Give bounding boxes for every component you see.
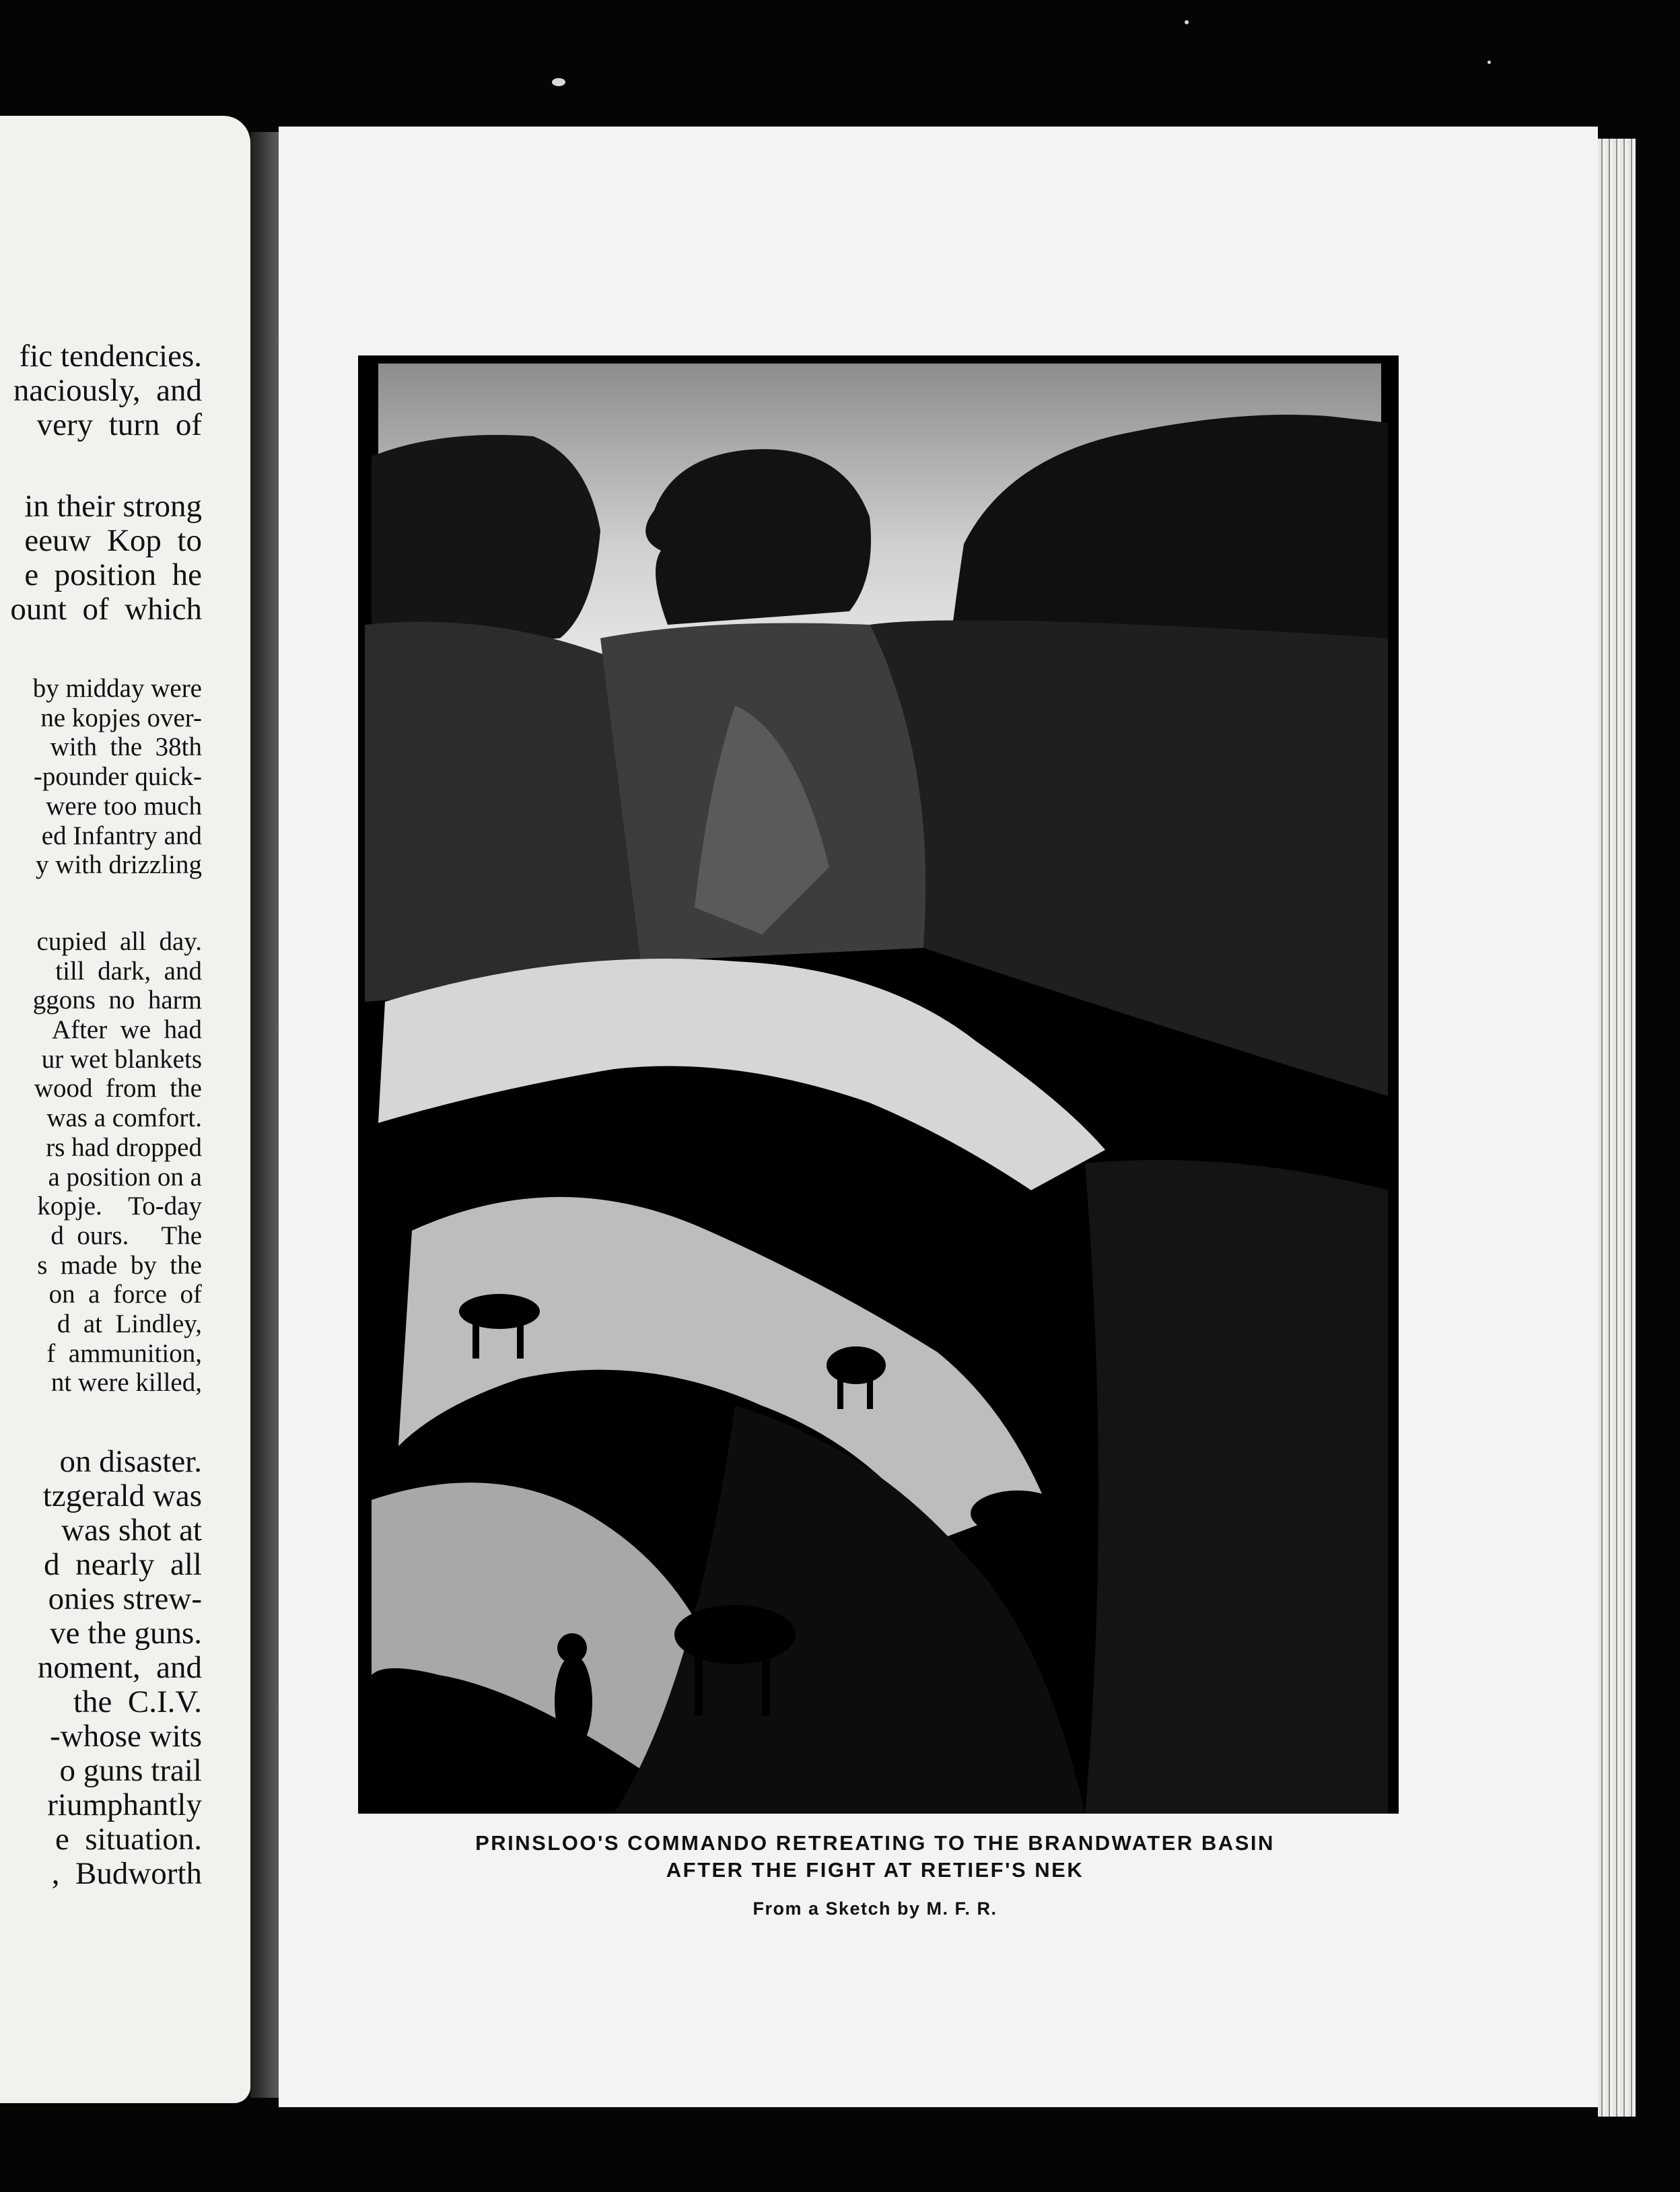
- text-line: a position on a: [48, 1162, 202, 1192]
- dust-speck: [552, 78, 565, 86]
- text-line: by midday were: [32, 674, 202, 703]
- text-line: on disaster.: [51, 1444, 202, 1480]
- text-line: -pounder quick-: [33, 762, 202, 792]
- text-line: d ours. The: [50, 1221, 202, 1250]
- left-page: [0, 116, 250, 2103]
- text-line: was a comfort.: [46, 1103, 202, 1133]
- text-line: onies strew-: [48, 1581, 202, 1617]
- left-crag: [372, 435, 600, 652]
- text-line: with the 38th: [37, 732, 202, 762]
- text-line: -whose wits: [50, 1719, 202, 1754]
- text-line: noment, and: [37, 1650, 202, 1686]
- text-line: were too much: [39, 791, 202, 821]
- text-line: ed Infantry and: [41, 821, 202, 850]
- text-line: After we had: [40, 1015, 202, 1045]
- page-edges: [1598, 139, 1636, 2117]
- text-line: ne kopjes over-: [40, 703, 202, 732]
- text-line: fic tendencies.: [19, 339, 202, 374]
- text-line: very turn of: [36, 407, 202, 442]
- center-crag: [645, 449, 871, 625]
- illustration-plate: [358, 355, 1399, 1814]
- plate-caption: [431, 1830, 1319, 1919]
- caption-line-1: PRINSLOO'S COMMANDO RETREATING TO THE BRANDWATER BASIN: [475, 1831, 1275, 1855]
- text-line: y with drizzling: [36, 850, 202, 880]
- text-line: the C.I.V.: [57, 1684, 202, 1720]
- text-line: d nearly all: [44, 1547, 202, 1583]
- text-line: nt were killed,: [50, 1368, 202, 1398]
- text-line: on a force of: [36, 1280, 202, 1309]
- text-line: wood from the: [34, 1074, 202, 1103]
- text-line: kopje. To-day: [37, 1192, 202, 1221]
- text-line: naciously, and: [13, 373, 202, 408]
- text-line: e position he: [24, 557, 202, 592]
- dust-speck: [1185, 20, 1189, 24]
- left-paragraph: [10, 339, 202, 442]
- left-cliff: [365, 622, 641, 1002]
- left-paragraph: [10, 674, 202, 880]
- text-line: riumphantly: [47, 1787, 202, 1823]
- text-line: cupied all day.: [36, 926, 202, 956]
- text-line: e situation.: [55, 1822, 202, 1857]
- mountain-pass-illustration: [358, 355, 1399, 1814]
- caption-credit: From a Sketch by M. F. R.: [753, 1898, 998, 1919]
- text-line: ve the guns.: [50, 1616, 202, 1651]
- text-line: tzgerald was: [42, 1478, 202, 1514]
- text-line: was shot at: [53, 1513, 202, 1548]
- left-page-text: [10, 339, 202, 1938]
- caption-line-2: AFTER THE FIGHT AT RETIEF'S NEK: [666, 1858, 1084, 1882]
- text-line: ount of which: [10, 592, 202, 627]
- text-line: rs had dropped: [46, 1132, 202, 1162]
- text-line: in their strong: [24, 489, 202, 524]
- text-line: d at Lindley,: [57, 1309, 202, 1339]
- left-paragraph: [10, 927, 202, 1398]
- text-line: o guns trail: [59, 1753, 202, 1789]
- left-paragraph: [10, 1445, 202, 1891]
- text-line: ur wet blankets: [41, 1044, 202, 1074]
- text-line: eeuw Kop to: [24, 523, 202, 558]
- text-line: ggons no harm: [32, 986, 202, 1015]
- dust-speck: [1488, 61, 1491, 64]
- text-line: till dark, and: [42, 956, 202, 986]
- text-line: f ammunition,: [46, 1338, 202, 1368]
- left-paragraph: [10, 489, 202, 627]
- right-foreground: [1085, 1160, 1388, 1814]
- text-line: s made by the: [37, 1250, 202, 1280]
- text-line: , Budworth: [51, 1856, 202, 1892]
